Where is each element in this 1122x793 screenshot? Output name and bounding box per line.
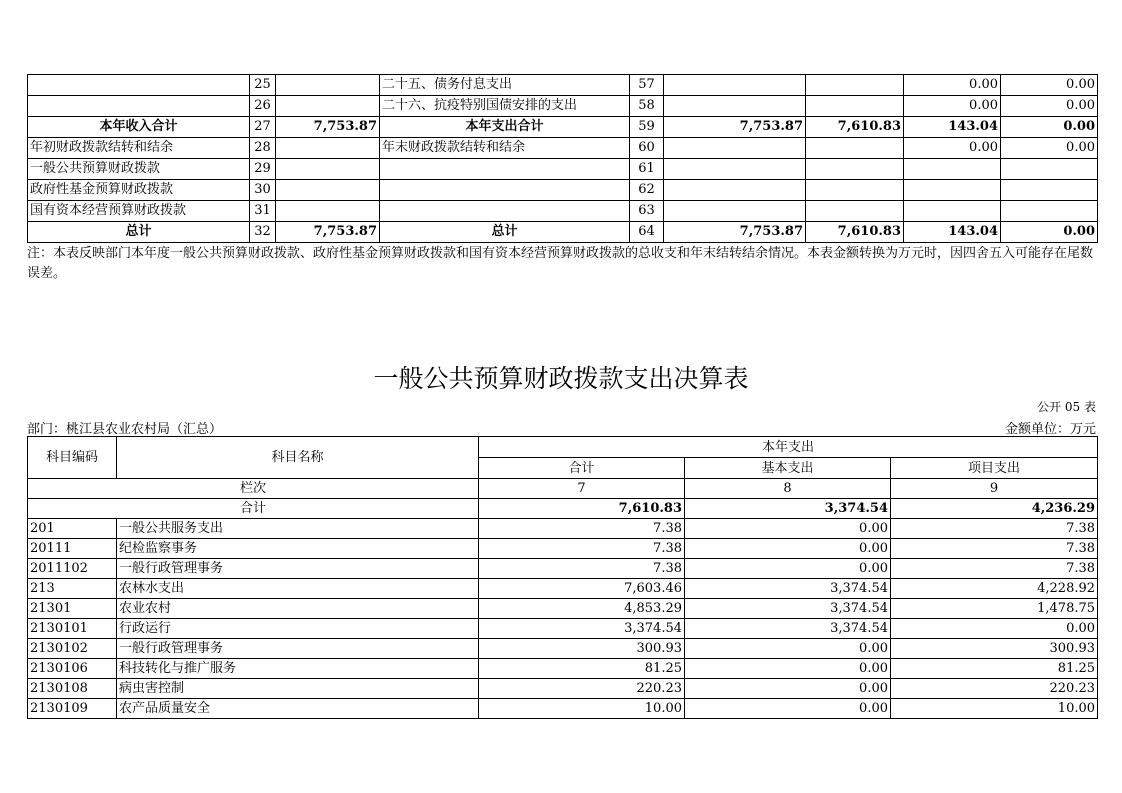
table-row: [28, 659, 1098, 679]
cell-right-no: 57: [630, 75, 664, 96]
cell-left-no: 30: [250, 180, 276, 201]
cell-project: 0.00: [904, 75, 1001, 96]
cell-name: 一般行政管理事务: [117, 559, 479, 579]
table-row: [28, 75, 1098, 96]
form-code-label: 公开 05 表: [1037, 400, 1096, 414]
table-row: [28, 679, 1098, 699]
header-col-9: 9: [891, 479, 1098, 499]
cell-project: 7.38: [891, 559, 1098, 579]
cell-left-amount: [276, 159, 380, 180]
page-title: 一般公共预算财政拨款支出决算表: [373, 364, 749, 393]
cell-right-label: 本年支出合计: [380, 117, 630, 138]
cell-left-no: 31: [250, 201, 276, 222]
header-subject-code: 科目编码: [28, 437, 117, 479]
header-subject-name: 科目名称: [117, 437, 479, 479]
cell-name: 农业农村: [117, 599, 479, 619]
cell-project: 0.00: [904, 138, 1001, 159]
cell-basic: [806, 180, 904, 201]
cell-project: 7.38: [891, 519, 1098, 539]
sum-basic: 3,374.54: [685, 499, 891, 519]
cell-total: 4,853.29: [479, 599, 685, 619]
cell-code: 21301: [28, 599, 117, 619]
cell-right-no: 64: [630, 222, 664, 243]
header-col-7: 7: [479, 479, 685, 499]
table-row: [28, 159, 1098, 180]
cell-total: [664, 138, 806, 159]
table-row: [28, 180, 1098, 201]
cell-project: 0.00: [904, 96, 1001, 117]
cell-left-amount: 7,753.87: [276, 222, 380, 243]
cell-basic: 0.00: [685, 519, 891, 539]
cell-right-label: [380, 180, 630, 201]
cell-name: 纪检监察事务: [117, 539, 479, 559]
cell-total: 7,753.87: [664, 117, 806, 138]
cell-project: 143.04: [904, 222, 1001, 243]
cell-name: 科技转化与推广服务: [117, 659, 479, 679]
cell-code: 2130109: [28, 699, 117, 719]
cell-name: 一般公共服务支出: [117, 519, 479, 539]
table-row: [28, 138, 1098, 159]
cell-basic: 7,610.83: [806, 117, 904, 138]
cell-project: 143.04: [904, 117, 1001, 138]
cell-project: 4,228.92: [891, 579, 1098, 599]
cell-left-label: 本年收入合计: [28, 117, 250, 138]
header-current-year: 本年支出: [479, 437, 1098, 458]
cell-project: 81.25: [891, 659, 1098, 679]
cell-code: 213: [28, 579, 117, 599]
cell-basic: [806, 159, 904, 180]
cell-left-label: 政府性基金预算财政拨款: [28, 180, 250, 201]
cell-code: 20111: [28, 539, 117, 559]
cell-right-no: 61: [630, 159, 664, 180]
cell-project: 300.93: [891, 639, 1098, 659]
sum-project: 4,236.29: [891, 499, 1098, 519]
cell-basic: [806, 96, 904, 117]
cell-left-amount: [276, 138, 380, 159]
cell-code: 2130108: [28, 679, 117, 699]
sum-row-label: 合计: [28, 499, 479, 519]
cell-right-label: 二十五、债务付息支出: [380, 75, 630, 96]
cell-left-label: 总计: [28, 222, 250, 243]
cell-other: 0.00: [1001, 222, 1098, 243]
header-basic: 基本支出: [685, 458, 891, 479]
cell-basic: 0.00: [685, 699, 891, 719]
cell-total: 7,603.46: [479, 579, 685, 599]
cell-left-amount: [276, 75, 380, 96]
cell-code: 2011102: [28, 559, 117, 579]
cell-left-no: 32: [250, 222, 276, 243]
header-project: 项目支出: [891, 458, 1098, 479]
header-col-8: 8: [685, 479, 891, 499]
table-row: [28, 599, 1098, 619]
cell-left-amount: [276, 201, 380, 222]
cell-right-label: 总计: [380, 222, 630, 243]
cell-total: 3,374.54: [479, 619, 685, 639]
cell-right-label: [380, 159, 630, 180]
cell-left-label: 一般公共预算财政拨款: [28, 159, 250, 180]
cell-right-label: [380, 201, 630, 222]
cell-total: [664, 96, 806, 117]
income-expense-summary-table: [27, 74, 1098, 243]
table-row: [28, 519, 1098, 539]
cell-right-label: 年末财政拨款结转和结余: [380, 138, 630, 159]
cell-other: 0.00: [1001, 117, 1098, 138]
cell-total: 10.00: [479, 699, 685, 719]
cell-left-no: 28: [250, 138, 276, 159]
cell-total: 81.25: [479, 659, 685, 679]
table-row: [28, 559, 1098, 579]
cell-basic: 3,374.54: [685, 599, 891, 619]
table-row: [28, 539, 1098, 559]
cell-code: 2130101: [28, 619, 117, 639]
amount-unit-label: 金额单位：万元: [1004, 422, 1096, 437]
cell-basic: [806, 75, 904, 96]
table-row: [28, 619, 1098, 639]
cell-basic: 0.00: [685, 659, 891, 679]
cell-project: [904, 201, 1001, 222]
table-row: [28, 117, 1098, 138]
cell-basic: 7,610.83: [806, 222, 904, 243]
cell-total: 7,753.87: [664, 222, 806, 243]
header-column-index-label: 栏次: [28, 479, 479, 499]
cell-other: [1001, 159, 1098, 180]
cell-project: [904, 159, 1001, 180]
cell-left-amount: [276, 96, 380, 117]
cell-total: [664, 75, 806, 96]
table-row: [28, 639, 1098, 659]
table-row: [28, 96, 1098, 117]
cell-basic: [806, 138, 904, 159]
cell-right-no: 58: [630, 96, 664, 117]
cell-name: 农林水支出: [117, 579, 479, 599]
cell-code: 201: [28, 519, 117, 539]
cell-basic: 3,374.54: [685, 619, 891, 639]
cell-right-label: 二十六、抗疫特别国债安排的支出: [380, 96, 630, 117]
table-note: 注：本表反映部门本年度一般公共预算财政拨款、政府性基金预算财政拨款和国有资本经营预算财政拨款的总收支和年末结转结余情况。本表金额转换为万元时，因四舍五入可能存在尾数误差。: [27, 246, 1094, 281]
cell-total: [664, 159, 806, 180]
cell-total: 7.38: [479, 539, 685, 559]
cell-total: 300.93: [479, 639, 685, 659]
cell-total: 7.38: [479, 559, 685, 579]
cell-project: 0.00: [891, 619, 1098, 639]
cell-left-no: 29: [250, 159, 276, 180]
cell-code: 2130106: [28, 659, 117, 679]
cell-project: 7.38: [891, 539, 1098, 559]
cell-other: [1001, 201, 1098, 222]
cell-left-no: 27: [250, 117, 276, 138]
cell-basic: 0.00: [685, 559, 891, 579]
table-row: [28, 699, 1098, 719]
cell-project: 220.23: [891, 679, 1098, 699]
cell-basic: 3,374.54: [685, 579, 891, 599]
cell-basic: [806, 201, 904, 222]
cell-other: 0.00: [1001, 96, 1098, 117]
cell-project: 1,478.75: [891, 599, 1098, 619]
header-total: 合计: [479, 458, 685, 479]
cell-total: [664, 180, 806, 201]
cell-code: 2130102: [28, 639, 117, 659]
sum-total: 7,610.83: [479, 499, 685, 519]
cell-basic: 0.00: [685, 679, 891, 699]
cell-left-amount: [276, 180, 380, 201]
cell-right-no: 59: [630, 117, 664, 138]
cell-basic: 0.00: [685, 639, 891, 659]
cell-left-label: 国有资本经营预算财政拨款: [28, 201, 250, 222]
cell-basic: 0.00: [685, 539, 891, 559]
cell-name: 行政运行: [117, 619, 479, 639]
general-budget-expenditure-table: [27, 436, 1098, 719]
cell-name: 一般行政管理事务: [117, 639, 479, 659]
cell-left-label: 年初财政拨款结转和结余: [28, 138, 250, 159]
cell-other: 0.00: [1001, 138, 1098, 159]
cell-project: 10.00: [891, 699, 1098, 719]
table-row: [28, 201, 1098, 222]
cell-total: 7.38: [479, 519, 685, 539]
cell-right-no: 60: [630, 138, 664, 159]
cell-other: 0.00: [1001, 75, 1098, 96]
table-row: [28, 222, 1098, 243]
cell-other: [1001, 180, 1098, 201]
cell-right-no: 62: [630, 180, 664, 201]
cell-left-no: 25: [250, 75, 276, 96]
cell-left-no: 26: [250, 96, 276, 117]
cell-left-label: [28, 75, 250, 96]
department-label: 部门：桃江县农业农村局（汇总）: [27, 422, 223, 437]
cell-name: 病虫害控制: [117, 679, 479, 699]
cell-total: 220.23: [479, 679, 685, 699]
cell-project: [904, 180, 1001, 201]
cell-right-no: 63: [630, 201, 664, 222]
cell-left-amount: 7,753.87: [276, 117, 380, 138]
cell-total: [664, 201, 806, 222]
cell-name: 农产品质量安全: [117, 699, 479, 719]
cell-left-label: [28, 96, 250, 117]
table-row: [28, 579, 1098, 599]
